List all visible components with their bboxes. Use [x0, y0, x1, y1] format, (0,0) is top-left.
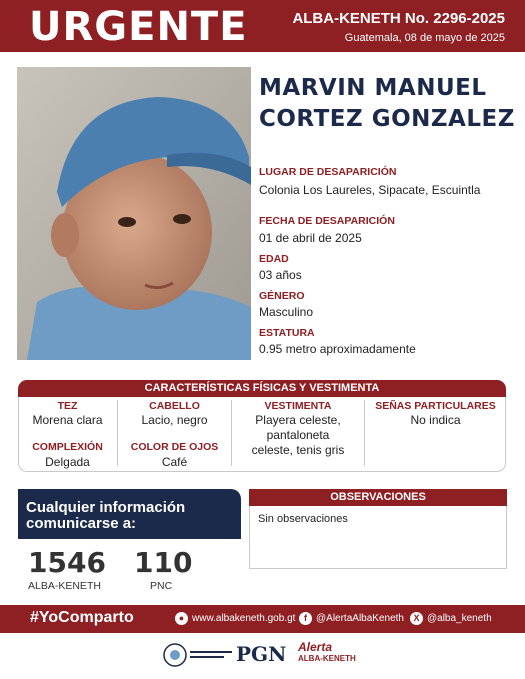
alerta-logo-line: ALBA-KENETH — [298, 654, 356, 663]
government-logo — [163, 640, 235, 675]
phone-pnc-label: PNC — [150, 580, 173, 592]
facebook-link[interactable] — [299, 612, 404, 625]
distinguishing-marks-label: SEÑAS PARTICULARES — [375, 400, 496, 412]
x-icon: X — [410, 612, 423, 625]
height-label: ESTATURA — [259, 327, 315, 339]
complexion-label: COMPLEXIÓN — [32, 441, 103, 453]
website-link[interactable] — [175, 612, 295, 625]
person-name-line2: CORTEZ GONZALEZ — [259, 106, 515, 132]
urgent-title: URGENTE — [29, 4, 248, 50]
place-label: LUGAR DE DESAPARICIÓN — [259, 166, 397, 178]
alerta-logo-line: Alerta — [298, 640, 333, 654]
missing-person-photo — [17, 67, 251, 360]
contact-line: comunicarse a: — [26, 515, 137, 532]
vestimenta-line: pantaloneta — [266, 428, 330, 442]
height-value: 0.95 metro aproximadamente — [259, 342, 416, 356]
phone-alba-keneth: 1546 — [28, 546, 106, 579]
complexion-value: Delgada — [45, 455, 90, 469]
date-value: 01 de abril de 2025 — [259, 231, 362, 245]
contact-line: Cualquier información — [26, 499, 186, 516]
person-name — [259, 73, 515, 135]
observations-title: OBSERVACIONES — [249, 489, 507, 506]
gender-value: Masculino — [259, 305, 314, 319]
eye-color-label: COLOR DE OJOS — [130, 441, 219, 453]
vestimenta-line: Playera celeste, — [255, 413, 341, 427]
facebook-icon: f — [299, 612, 312, 625]
phone-alba-keneth-label: ALBA-KENETH — [28, 580, 101, 592]
age-value: 03 años — [259, 268, 302, 282]
characteristics-title: CARACTERÍSTICAS FÍSICAS Y VESTIMENTA — [18, 380, 506, 397]
x-link[interactable] — [410, 612, 492, 625]
alerta-alba-keneth-logo — [298, 640, 356, 663]
person-name-line1: MARVIN MANUEL — [259, 75, 487, 101]
hashtag: #YoComparto — [30, 609, 134, 626]
vestimenta-line: celeste, tenis gris — [251, 443, 345, 457]
eye-color-value: Café — [161, 455, 188, 469]
x-text: @alba_keneth — [427, 613, 492, 624]
facebook-text: @AlertaAlbaKeneth — [316, 613, 404, 624]
tez-label: TEZ — [57, 400, 78, 412]
distinguishing-marks-value: No indica — [410, 413, 461, 427]
vestimenta-label: VESTIMENTA — [264, 400, 332, 412]
header-banner — [0, 0, 525, 52]
case-number: ALBA-KENETH No. 2296-2025 — [292, 10, 505, 27]
website-text: www.albakeneth.gob.gt — [192, 613, 296, 624]
contact-text — [26, 500, 236, 532]
date-label: FECHA DE DESAPARICIÓN — [259, 215, 395, 227]
globe-icon: ● — [175, 612, 188, 625]
tez-value: Morena clara — [32, 413, 103, 427]
age-label: EDAD — [259, 253, 289, 265]
observations-text: Sin observaciones — [258, 513, 348, 525]
cabello-label: CABELLO — [149, 400, 200, 412]
pgn-logo-text: PGN — [236, 642, 287, 666]
pgn-logo — [236, 642, 286, 666]
cabello-value: Lacio, negro — [141, 413, 208, 427]
gender-label: GÉNERO — [259, 290, 305, 302]
vestimenta-value — [232, 413, 364, 458]
phone-pnc: 110 — [134, 546, 193, 579]
dateline: Guatemala, 08 de mayo de 2025 — [344, 32, 505, 44]
place-value: Colonia Los Laureles, Sipacate, Escuintla — [259, 183, 481, 197]
